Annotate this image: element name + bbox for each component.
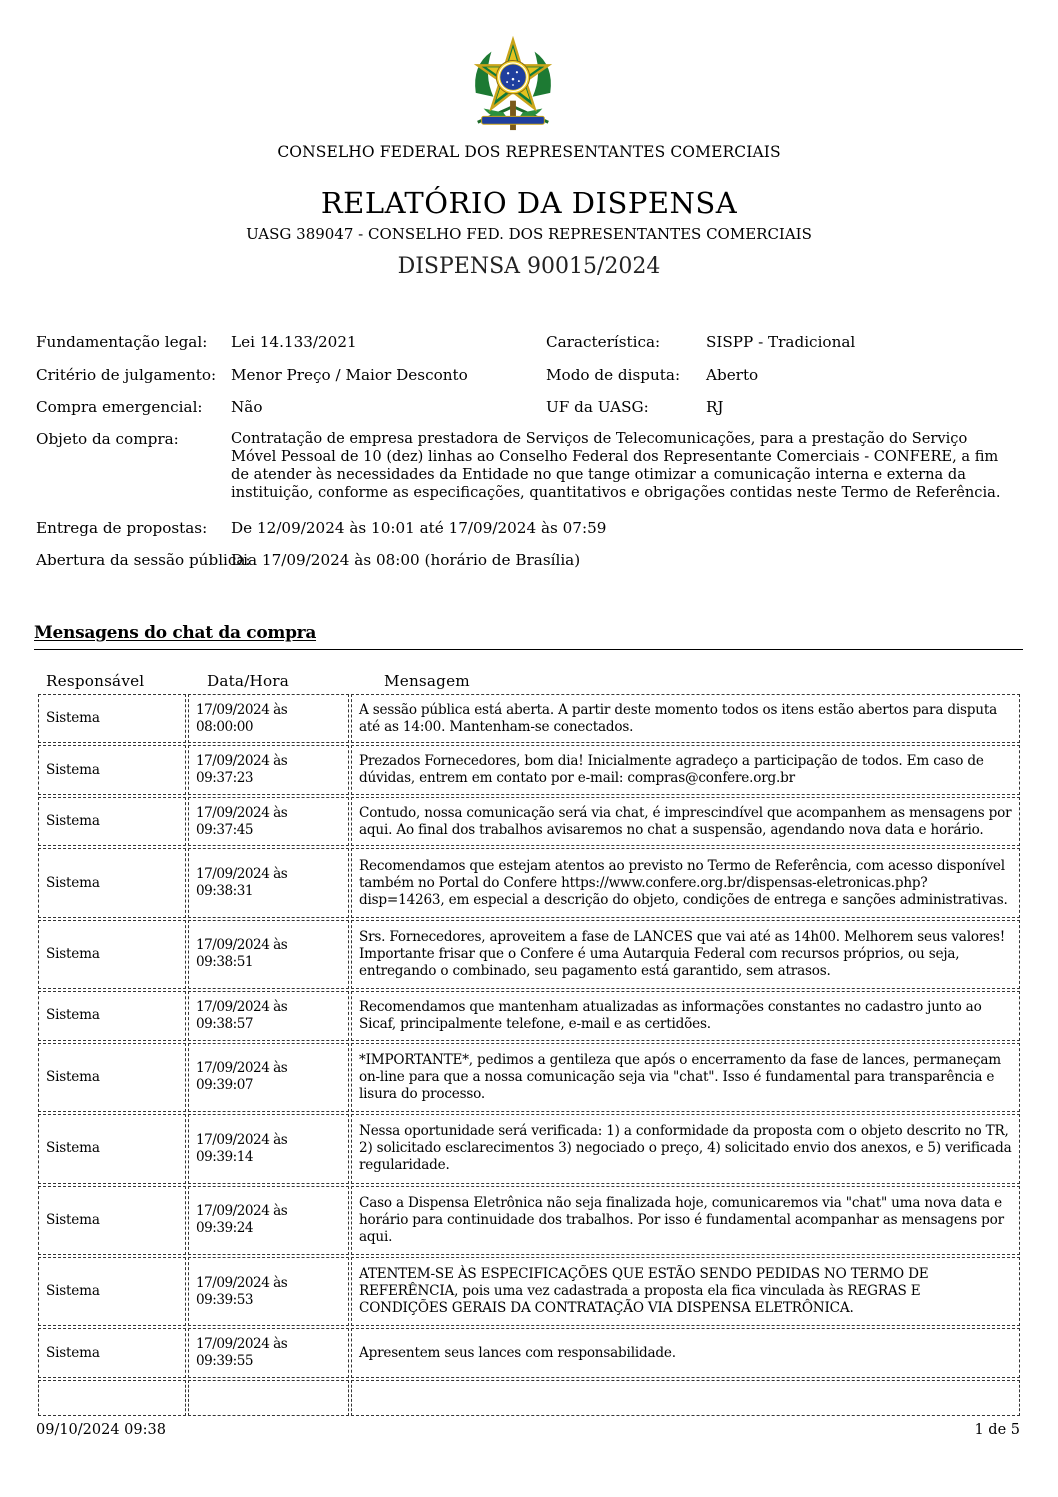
cell-responsavel: Sistema — [38, 1114, 186, 1183]
cell-mensagem: Caso a Dispensa Eletrônica não seja finalizada hoje, comunicaremos via "chat" uma nova data e horário para continuidade dos trabalhos. Por isso é fundamental acompanhar as mensagens por aqui. — [351, 1186, 1020, 1255]
cell-mensagem: *IMPORTANTE*, pedimos a gentileza que após o encerramento da fase de lances, permaneçam on-line para que a nossa comunicação seja via "chat". Isso é fundamental para transparência e lisura do processo. — [351, 1043, 1020, 1112]
caracteristica-value: SISPP - Tradicional — [706, 333, 856, 351]
table-row — [38, 1328, 1020, 1378]
table-row — [38, 745, 1020, 794]
entrega-propostas-label: Entrega de propostas: — [36, 519, 208, 537]
footer-page-indicator: 1 de 5 — [974, 1422, 1020, 1438]
modo-disputa-label: Modo de disputa: — [546, 366, 681, 384]
cell-responsavel: Sistema — [38, 848, 186, 917]
modo-disputa-value: Aberto — [706, 366, 759, 384]
table-row — [38, 1114, 1020, 1183]
abertura-sessao-value: Dia 17/09/2024 às 08:00 (horário de Brasília) — [231, 551, 581, 569]
compra-emergencial-value: Não — [231, 398, 263, 416]
cell-mensagem: Recomendamos que estejam atentos ao previsto no Termo de Referência, com acesso disponível também no Portal do Confere https://www.confere.org.br/dispensas-eletronicas.php?disp=14263, em especial a descrição do objeto, condições de entrega e sanções administrativas. — [351, 848, 1020, 917]
cell-mensagem: ATENTEM-SE ÀS ESPECIFICAÇÕES QUE ESTÃO SENDO PEDIDAS NO TERMO DE REFERÊNCIA, pois uma vez cadastrada a proposta ela fica vinculada às REGRAS E CONDIÇÕES GERAIS DA CONTRATAÇÃO VIA DISPENSA ELETRÔNICA. — [351, 1257, 1020, 1326]
cell-responsavel: Sistema — [38, 920, 186, 989]
cell-mensagem: Srs. Fornecedores, aproveitem a fase de LANCES que vai até as 14h00. Melhorem seus valores! Importante frisar que o Confere é uma Autarquia Federal com recursos próprios, ou seja, entregando o combinado, seu pagamento está garantido, sem atrasos. — [351, 920, 1020, 989]
header-responsavel: Responsável — [46, 672, 145, 690]
cell-responsavel: Sistema — [38, 797, 186, 846]
cell-data-hora: 17/09/2024 às 09:38:51 — [188, 920, 349, 989]
cell-empty — [351, 1380, 1020, 1416]
organization-name: CONSELHO FEDERAL DOS REPRESENTANTES COMERCIAIS — [277, 143, 781, 161]
objeto-label: Objeto da compra: — [36, 430, 179, 448]
table-row — [38, 1186, 1020, 1255]
section-divider — [34, 649, 1023, 650]
brazil-coat-of-arms-icon — [464, 36, 562, 134]
cell-mensagem: Nessa oportunidade será verificada: 1) a conformidade da proposta com o objeto descrito no TR, 2) solicitado esclarecimentos 3) negociado o preço, 4) solicitado envio dos anexos, e 5) verificada regularidade. — [351, 1114, 1020, 1183]
cell-data-hora: 17/09/2024 às 09:37:45 — [188, 797, 349, 846]
criterio-label: Critério de julgamento: — [36, 366, 217, 384]
caracteristica-label: Característica: — [546, 333, 661, 351]
cell-mensagem: Prezados Fornecedores, bom dia! Inicialmente agradeço a participação de todos. Em caso de dúvidas, entrem em contato por e-mail: compras@confere.org.br — [351, 745, 1020, 794]
header-data-hora: Data/Hora — [207, 672, 290, 690]
table-row — [38, 694, 1020, 743]
cell-responsavel: Sistema — [38, 991, 186, 1040]
header-mensagem: Mensagem — [384, 672, 470, 690]
cell-responsavel: Sistema — [38, 694, 186, 743]
criterio-value: Menor Preço / Maior Desconto — [231, 366, 468, 384]
fundamentacao-label: Fundamentação legal: — [36, 333, 208, 351]
cell-responsavel: Sistema — [38, 1257, 186, 1326]
uasg-line: UASG 389047 - CONSELHO FED. DOS REPRESENTANTES COMERCIAIS — [246, 225, 812, 243]
cell-data-hora: 17/09/2024 às 09:38:57 — [188, 991, 349, 1040]
cell-responsavel: Sistema — [38, 1186, 186, 1255]
cell-data-hora: 17/09/2024 às 09:39:07 — [188, 1043, 349, 1112]
table-row — [38, 797, 1020, 846]
abertura-sessao-label: Abertura da sessão pública: — [36, 551, 251, 569]
dispensa-number: DISPENSA 90015/2024 — [397, 254, 661, 279]
cell-data-hora: 17/09/2024 às 09:37:23 — [188, 745, 349, 794]
cell-data-hora: 17/09/2024 às 09:39:55 — [188, 1328, 349, 1378]
objeto-value: Contratação de empresa prestadora de Serviços de Telecomunicações, para a prestação do Serviço Móvel Pessoal de 10 (dez) linhas ao Conselho Federal dos Representante Comerciais - CONFERE, a fim de atender às necessidades da Entidade no que tange otimizar a comunicação interna e externa da instituição, conforme as especificações, quantitativos e obrigações contidas neste Termo de Referência. — [231, 430, 1001, 501]
uf-uasg-label: UF da UASG: — [546, 398, 649, 416]
entrega-propostas-value: De 12/09/2024 às 10:01 até 17/09/2024 às 07:59 — [231, 519, 607, 537]
cell-data-hora: 17/09/2024 às 09:38:31 — [188, 848, 349, 917]
cell-empty — [38, 1380, 186, 1416]
report-title: RELATÓRIO DA DISPENSA — [320, 186, 738, 220]
cell-mensagem: Recomendamos que mantenham atualizadas as informações constantes no cadastro junto ao Sicaf, principalmente telefone, e-mail e as certidões. — [351, 991, 1020, 1040]
cell-responsavel: Sistema — [38, 1043, 186, 1112]
table-row-empty — [38, 1380, 1020, 1416]
cell-data-hora: 17/09/2024 às 08:00:00 — [188, 694, 349, 743]
uf-uasg-value: RJ — [706, 398, 724, 416]
table-row — [38, 848, 1020, 917]
table-row — [38, 920, 1020, 989]
cell-mensagem: A sessão pública está aberta. A partir deste momento todos os itens estão abertos para disputa até as 14:00. Mantenham-se conectados. — [351, 694, 1020, 743]
cell-mensagem: Contudo, nossa comunicação será via chat, é imprescindível que acompanhem as mensagens por aqui. Ao final dos trabalhos avisaremos no chat a suspensão, agendando nova data e horário. — [351, 797, 1020, 846]
chat-messages-table — [36, 692, 1022, 1418]
footer-printed-at: 09/10/2024 09:38 — [36, 1422, 166, 1438]
fundamentacao-value: Lei 14.133/2021 — [231, 333, 357, 351]
compra-emergencial-label: Compra emergencial: — [36, 398, 203, 416]
chat-section-title: Mensagens do chat da compra — [34, 623, 317, 643]
table-row — [38, 991, 1020, 1040]
table-row — [38, 1043, 1020, 1112]
table-row — [38, 1257, 1020, 1326]
cell-responsavel: Sistema — [38, 745, 186, 794]
cell-empty — [188, 1380, 349, 1416]
cell-data-hora: 17/09/2024 às 09:39:53 — [188, 1257, 349, 1326]
cell-mensagem: Apresentem seus lances com responsabilidade. — [351, 1328, 1020, 1378]
cell-responsavel: Sistema — [38, 1328, 186, 1378]
cell-data-hora: 17/09/2024 às 09:39:24 — [188, 1186, 349, 1255]
cell-data-hora: 17/09/2024 às 09:39:14 — [188, 1114, 349, 1183]
